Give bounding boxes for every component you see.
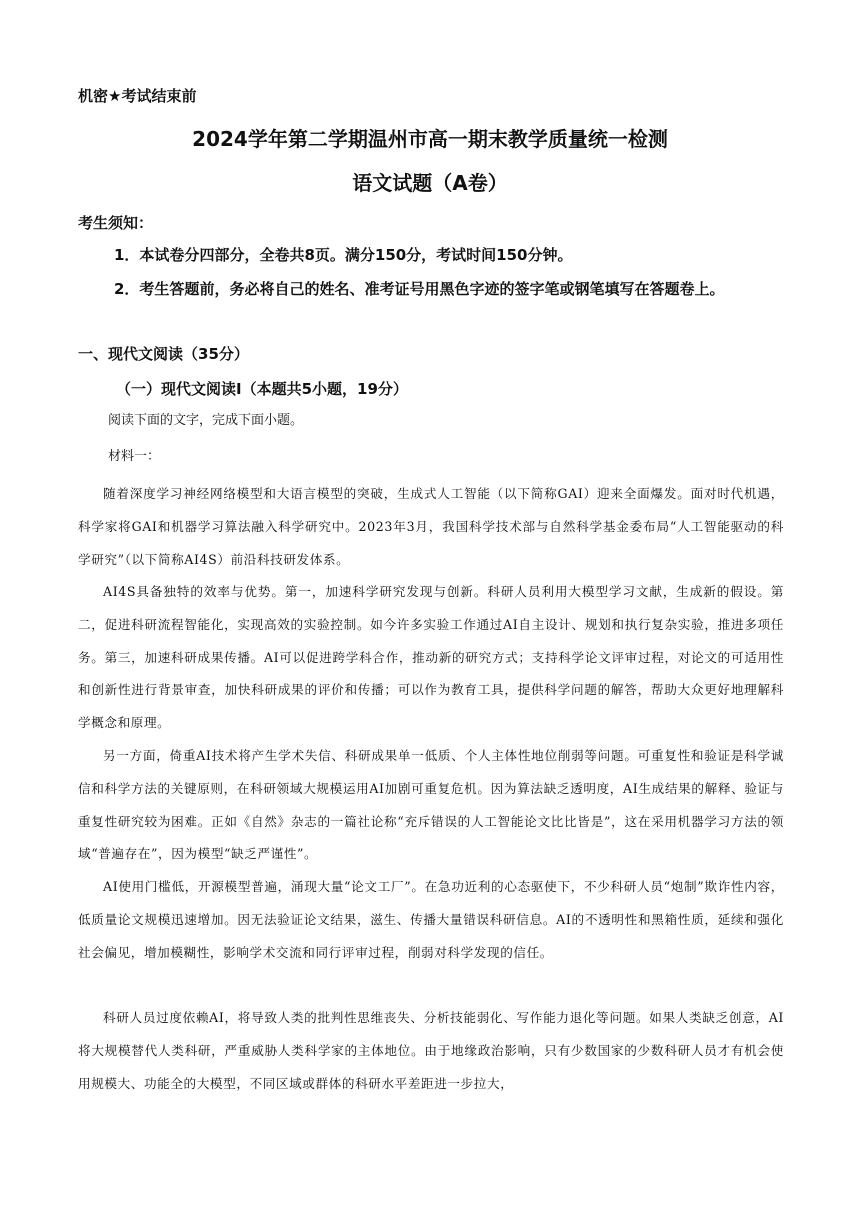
paragraph-2: AI4S具备独特的效率与优势。第一，加速科学研究发现与创新。科研人员利用大模型学习文献，生成新的假设。第二，促进科研流程智能化，实现高效的实验控制。如今许多实验工作通过AI自主设计、规划和执行复杂实验，推进多项任务。第三，加速科研成果传播。AI可以促进跨学科合作，推动新的研究方式；支持科学论文评审过程，对论文的可适用性和创新性进行背景审查，加快科研成果的评价和传播；可以作为教育工具，提供科学问题的解答，帮助大众更好地理解科学概念和原理。 [78, 584, 784, 731]
notice-heading: 考生须知： [78, 214, 154, 232]
notice-item-1: 1．本试卷分四部分，全卷共8页。满分150分，考试时间150分钟。 [114, 246, 573, 264]
exam-title: 2024学年第二学期温州市高一期末教学质量统一检测 [192, 127, 668, 151]
confidential-mark: 机密★考试结束前 [78, 87, 197, 105]
paragraph-1: 随着深度学习神经网络模型和大语言模型的突破，生成式人工智能（以下简称GAI）迎来全面爆发。面对时代机遇，科学家将GAI和机器学习算法融入科学研究中。2023年3月，我国科学技术部与自然科学基金委布局“人工智能驱动的科学研究”（以下简称AI4S）前沿科技研发体系。 [78, 486, 784, 567]
section-title: 一、现代文阅读（35分） [78, 345, 249, 363]
notice-item-2: 2．考生答题前，务必将自己的姓名、准考证号用黑色字迹的签字笔或钢笔填写在答题卷上。 [114, 280, 725, 298]
exam-subtitle: 语文试题（A卷） [352, 171, 508, 195]
paragraph-3: 另一方面，倚重AI技术将产生学术失信、科研成果单一低质、个人主体性地位削弱等问题。可重复性和验证是科学诚信和科学方法的关键原则，在科研领域大规模运用AI加剧可重复危机。因为算法缺乏透明度，AI生成结果的解释、验证与重复性研究较为困难。正如《自然》杂志的一篇社论称“充斥错误的人工智能论文比比皆是”，这在采用机器学习方法的领域“普遍存在”，因为模型“缺乏严谨性”。 [78, 748, 784, 862]
material-label: 材料一： [108, 449, 161, 464]
paragraph-5: 科研人员过度依赖AI，将导致人类的批判性思维丧失、分析技能弱化、写作能力退化等问题。如果人类缺乏创意，AI将大规模替代人类科研，严重威胁人类科学家的主体地位。由于地缘政治影响，只有少数国家的少数科研人员才有机会使用规模大、功能全的大模型，不同区域或群体的科研水平差距进一步拉大， [78, 1010, 784, 1091]
subsection-title: （一）现代文阅读Ⅰ（本题共5小题，19分） [116, 380, 408, 398]
reading-instruction: 阅读下面的文字，完成下面小题。 [108, 413, 304, 428]
paragraph-4: AI使用门槛低，开源模型普遍，涌现大量“论文工厂”。在急功近利的心态驱使下，不少科研人员“炮制”欺诈性内容，低质量论文规模迅速增加。因无法验证论文结果，滋生、传播大量错误科研信息。AI的不透明性和黑箱性质，延续和强化社会偏见，增加模糊性，影响学术交流和同行评审过程，削弱对科学发现的信任。 [78, 879, 784, 960]
